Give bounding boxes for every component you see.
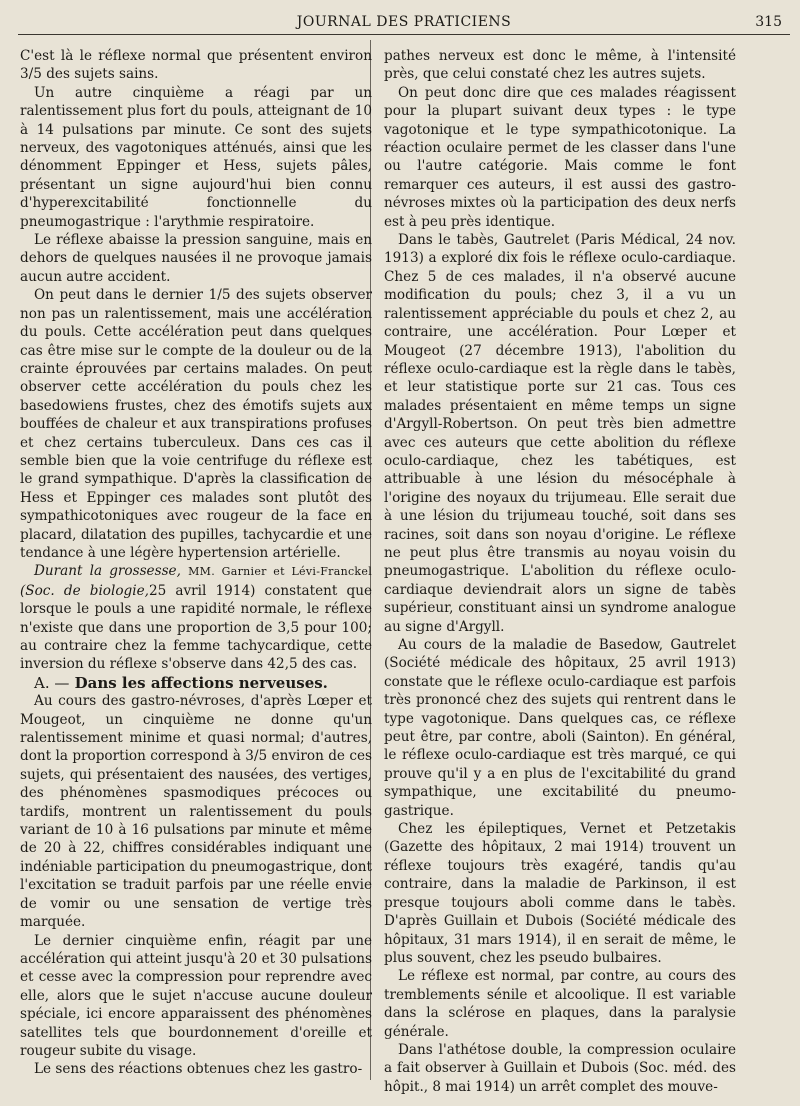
page-number: 315 bbox=[755, 14, 782, 30]
paragraph: Un autre cinquième a réagi par un ralentissement plus fort du pouls, atteignant de 10 à 14 pulsations par minute. Ce sont des sujets nerveux, des vagotoniques atténués, ainsi que les dénomment Eppinger et Hess, sujets pâles, présentant un signe aujourd'hui bien connu d'hyperexcitabilité fonctionnelle du pneumogastrique : l'arythmie respiratoire. bbox=[20, 84, 372, 230]
page-header bbox=[18, 12, 790, 35]
paragraph: Dans le tabès, Gautrelet (Paris Médical, 24 nov. 1913) a exploré dix fois le réflexe oculo-cardiaque. Chez 5 de ces malades, il n'a observé aucune modification du pouls; chez 3, il a vu un ralentissement appréciable du pouls et chez 2, au contraire, une accélération. Pour Lœper et Mougeot (27 décembre 1913), l'abolition du réflexe oculo-cardiaque est la règle dans le tabès, et leur statistique porte sur 21 cas. Tous ces malades présentaient en même temps un signe d'Argyll-Robertson. On peut très bien admettre avec ces auteurs que cette abolition du réflexe oculo-cardiaque, chez les tabétiques, est attribuable à une lésion du mésocéphale à l'origine des noyaux du trijumeau. Elle serait due à une lésion du trijumeau touché, soit dans ses racines, soit dans son noyau d'origine. Le réflexe ne peut plus être transmis au noyau voisin du pneumogastrique. L'abolition du réflexe oculo-cardiaque deviendrait alors un signe de tabès supérieur, constituant ainsi un syndrome analogue au signe d'Argyll. bbox=[384, 232, 736, 635]
paragraph: Dans l'athétose double, la compression oculaire a fait observer à Guillain et Dubois (Soc. méd. des hôpit., 8 mai 1914) un arrêt complet des mouve- bbox=[384, 1041, 736, 1095]
author-names: MM. Garnier et Lévi-Franckel bbox=[188, 565, 373, 579]
paragraph: pathes nerveux est donc le même, à l'intensité près, que celui constaté chez les autres sujets. bbox=[384, 48, 736, 83]
section-title: Dans les affections nerveuses. bbox=[74, 673, 328, 692]
paragraph bbox=[20, 562, 372, 673]
paragraph-rest: 25 avril 1914) constatent que lorsque le pouls a une rapidité normale, le réflexe n'existe que dans une proportion de 3,5 pour 100; au contraire chez la femme tachycardique, cette inversion du réflexe s'observe dans 42,5 des cas. bbox=[20, 582, 373, 673]
paragraph: On peut dans le dernier 1/5 des sujets observer non pas un ralentissement, mais une accélération du pouls. Cette accélération peut dans quelques cas être mise sur le compte de la douleur ou de la crainte éprouvées par certains malades. On peut observer cette accélération du pouls chez les basedowiens frustes, chez des émotifs sujets aux bouffées de chaleur et aux transpirations profuses et chez certains tuberculeux. Dans ces cas il semble bien que la voie centrifuge du réflexe est le grand sympathique. D'après la classification de Hess et Eppinger ces malades sont plutôt des sympathicotoniques avec rougeur de la face en placard, dilatation des pupilles, tachycardie et une tendance à une légère hypertension artérielle. bbox=[20, 287, 372, 561]
paragraph: Le sens des réactions obtenues chez les gastro- bbox=[34, 1061, 363, 1078]
paragraph: Le réflexe est normal, par contre, au cours des tremblements sénile et alcoolique. Il est variable dans la sclérose en plaques, dans la paralysie générale. bbox=[384, 968, 736, 1040]
paragraph: On peut donc dire que ces malades réagissent pour la plupart suivant deux types : le type vagotonique et le type sympathicotonique. La réaction oculaire permet de les classer dans l'une ou l'autre catégorie. Mais comme le font remarquer ces auteurs, il est aussi des gastro-névroses mixtes où la participation des deux nerfs est à peu près identique. bbox=[384, 84, 736, 230]
italic-lead: Durant la grossesse, bbox=[34, 563, 181, 580]
right-column bbox=[384, 47, 736, 1096]
paragraph: Au cours des gastro-névroses, d'après Lœper et Mougeot, un cinquième ne donne qu'un ralentissement minime et quasi normal; d'autres, dont la proportion correspond à 3/5 environ de ces sujets, qui présentaient des nausées, des vertiges, des phénomènes spasmodiques précoces ou tardifs, montrent un ralentissement du pouls variant de 10 à 16 pulsations par minute et même de 20 à 22, chiffres considérables indiquant une indéniable participation du pneumogastrique, dont l'excitation se traduit parfois par une réelle envie de vomir ou une sensation de vertige très marquée. bbox=[20, 693, 372, 931]
left-column bbox=[20, 47, 372, 1079]
section-heading bbox=[20, 674, 372, 692]
source-citation: (Soc. de biologie, bbox=[20, 582, 149, 599]
running-head: JOURNAL DES PRATICIENS bbox=[296, 14, 512, 30]
paragraph: Au cours de la maladie de Basedow, Gautrelet (Société médicale des hôpitaux, 25 avril 1913) constate que le réflexe oculo-cardiaque est parfois très prononcé chez des sujets qui rentrent dans le type vagotonique. Dans quelques cas, ce réflexe peut être, par contre, aboli (Sainton). En général, le réflexe oculo-cardiaque est très marqué, ce qui prouve qu'il y a en plus de l'excitabilité du grand sympathique, une excitabilité du pneumo-gastrique. bbox=[384, 637, 736, 819]
paragraph: Chez les épileptiques, Vernet et Petzetakis (Gazette des hôpitaux, 2 mai 1914) trouvent un réflexe toujours très exagéré, tandis qu'au contraire, dans la maladie de Parkinson, il est presque toujours aboli comme dans le tabès. D'après Guillain et Dubois (Société médicale des hôpitaux, 31 mars 1914), il en serait de même, le plus souvent, chez les pseudo bulbaires. bbox=[384, 821, 736, 966]
paragraph: C'est là le réflexe normal que présentent environ 3/5 des sujets sains. bbox=[20, 48, 372, 83]
section-number: A. — bbox=[34, 673, 70, 692]
paragraph: Le réflexe abaisse la pression sanguine, mais en dehors de quelques nausées il ne provoque jamais aucun autre accident. bbox=[20, 232, 372, 285]
paragraph: Le dernier cinquième enfin, réagit par une accélération qui atteint jusqu'à 20 et 30 pulsations et cesse avec la compression pour reprendre avec elle, alors que le sujet n'accuse aucune douleur spéciale, ici encore apparaissent des phénomènes satellites tels que bourdonnement d'oreille et rougeur subite du visage. bbox=[20, 932, 372, 1059]
